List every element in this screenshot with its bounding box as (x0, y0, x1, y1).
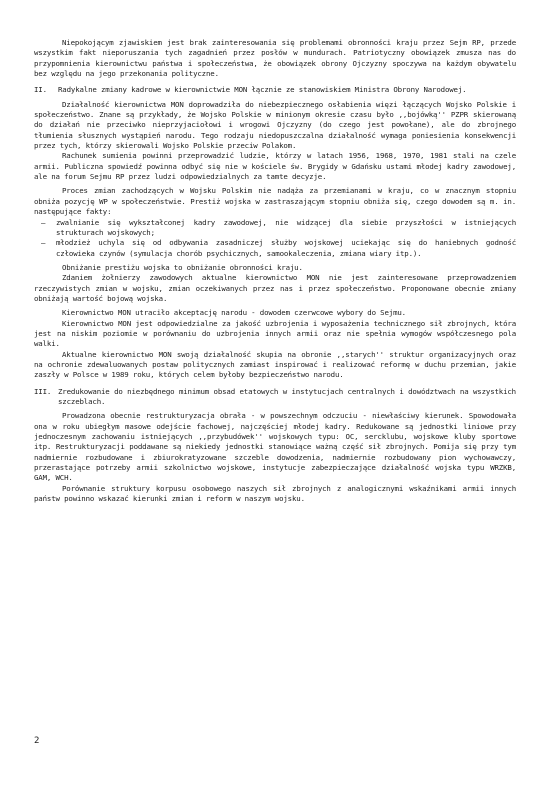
section-heading-3 (34, 387, 516, 408)
paragraph-comparison: Porównanie struktury korpusu osobowego naszych sił zbrojnych z analogicznymi wskaźnikami armii innych państw powinno wskazać kierunki zmian i reform w naszym wojsku. (34, 483, 516, 504)
section-title: Radykalne zmiany kadrowe w kierownictwie MON łącznie ze stanowiskiem Ministra Obrony Narodowej. (58, 85, 467, 95)
list-item: – zwalnianie się wykształconej kadry zawodowej, nie widzącej dla siebie przyszłości w istniejących strukturach wojskowych; (34, 218, 516, 239)
paragraph-soldiers-opinion: Zdaniem żołnierzy zawodowych aktualne kierownictwo MON nie jest zainteresowane przeprowadzeniem rzeczywistych zmian w wojsku, zmian oczekiwanych przez nas i przez społeczeństwo. Proponowane obecnie zmiany obniżają wartość bojową wojska. (34, 273, 516, 303)
section-number: II. (34, 85, 47, 95)
paragraph-acceptance: Kierownictwo MON utraciło akceptację narodu - dowodem czerwcowe wybory do Sejmu. (62, 308, 406, 318)
page-number: 2 (34, 736, 40, 746)
paragraph-prestige: Obniżanie prestiżu wojska to obniżanie obronności kraju. (62, 262, 303, 272)
paragraph-restructuring: Prowadzona obecnie restrukturyzacja obrała - w powszechnym odczuciu - niewłaściwy kierunek. Spowodowała ona w roku ubiegłym masowe odejście fachowej, najczęściej młodej kadry. Redukowane są jednostki liniowe przy jednoczesnym zachowaniu istniejących ,,przybudówek'' wojskowych typu: OC, sercklubu, wojskowe kluby sportowe itp. Restrukturyzacji poddawane są niekiedy jednostki stanowiące ważną część sił zbrojnych. Pomija się przy tym nadmiernie rozbudowane i zbiurokratyzowane szczeble dowodzenia, nadmiernie rozbudowany pion wychowawczy, przerastające potrzeby armii szkolnictwo wojskowe, instytucje zabezpieczające działalność wojska typu WRZKB, GAM, WCH. (34, 411, 516, 483)
facts-list (34, 218, 516, 259)
section-title: Zredukowanie do niezbędnego minimum obsad etatowych w instytucjach centralnych i dowództwach na wszystkich szczeblach. (58, 386, 516, 406)
paragraph-old-structures: Aktualne kierownictwo MON swoją działalność skupia na obronie ,,starych'' struktur organizacyjnych oraz na ochronie zdewaluowanych postaw politycznych zamiast inspirować i realizować reformę w duchu przemian, jakie zaszły w Polsce w 1989 roku, których celem byłoby bezpieczeństwo narodu. (34, 349, 516, 380)
paragraph-defense-concern: Niepokojącym zjawiskiem jest brak zainteresowania się problemami obronności kraju przez Sejm RP, przede wszystkim fakt nieporuszania tych zagadnień przez posłów w mundurach. Patriotyczny obowiązek zmusza nas do przypomnienia kierownictwu państwa i społeczeństwa, że obowiązek obrony Ojczyzny spoczywa na każdym obywatelu bez względu na jego przekonania polityczne. (34, 38, 516, 79)
paragraph-mon-activity: Działalność kierownictwa MON doprowadziła do niebezpiecznego osłabienia więzi łączących Wojsko Polskie i społeczeństwo. Znane są przykłady, że Wojsko Polskie w minionym okresie czasu było ,,bojówką'' PZPR skierowaną do działań nie przeciwko nieprzyjaciołowi i wrogowi Ojczyzny (do czego jest powołane), ale do zbrojnego tłumienia słusznych wystąpień narodu. Tego rodzaju niedopuszczalna działalność wymaga poniesienia konsekwencji przez tych, którzy skierowali Wojsko Polskie przeciw Polakom. (34, 99, 516, 151)
list-item: – młodzież uchyla się od odbywania zasadniczej służby wojskowej uciekając się do haniebnych godność człowieka czynów (symulacja chorób psychicznych, samookaleczenia, zmiana wiary itp.). (34, 238, 516, 259)
paragraph-change-process: Proces zmian zachodzących w Wojsku Polskim nie nadąża za przemianami w kraju, co w znacznym stopniu obniża pozycję WP w społeczeństwie. Prestiż wojska w zastraszającym stopniu obniża się, czego dowodem są m. in. następujące fakty: (34, 186, 516, 217)
paragraph-equipment: Kierownictwo MON jest odpowiedzialne za jakość uzbrojenia i wyposażenia technicznego sił zbrojnych, która jest na niskim poziomie w porównaniu do uzbrojenia innych armii oraz nie spełnia wymogów współczesnego pola walki. (34, 318, 516, 349)
paragraph-conscience: Rachunek sumienia powinni przeprowadzić ludzie, którzy w latach 1956, 1968, 1970, 1981 stali na czele armii. Publiczna spowiedź powinna odbyć się nie w kościele św. Brygidy w Gdańsku ustami młodej kadry zawodowej, ale na forum Sejmu RP przez ludzi odpowiedzialnych za tamte decyzje. (34, 151, 516, 182)
section-heading-2 (34, 85, 516, 95)
section-number: III. (34, 386, 52, 396)
